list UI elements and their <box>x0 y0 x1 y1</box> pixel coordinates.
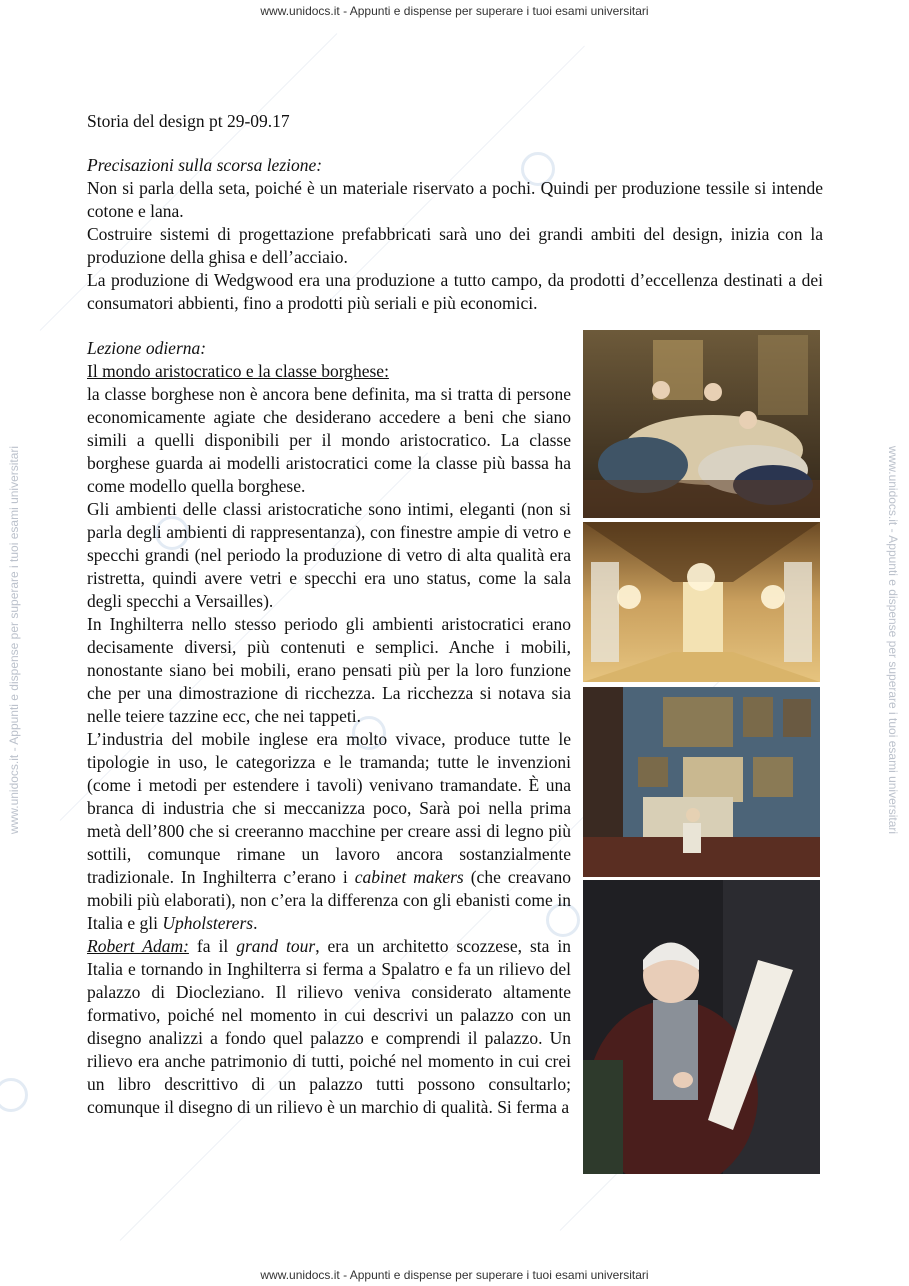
lezione-text-column <box>87 337 571 1119</box>
precisazioni-heading: Precisazioni sulla scorsa lezione: <box>87 155 323 175</box>
body-paragraph: Robert Adam: fa il grand tour, era un architetto scozzese, sta in Italia e tornando in Inghilterra si ferma a Spalatro e fa un rilievo del palazzo di Diocleziano. Il rilievo veniva considerato altamente formativo, poiché nel momento in cui descrivi un palazzo con un disegno analizzi a fondo quel palazzo e comprendi il palazzo. Un rilievo era anche patrimonio di tutti, poiché nel momento in cui crei un libro descrittivo di un palazzo tutti possono consultarlo; comunque il disegno di un rilievo è un marchio di qualità. Si ferma a <box>87 936 572 1117</box>
english-interior-painting-image <box>583 687 820 877</box>
left-side-watermark: www.unidocs.it - Appunti e dispense per superare i tuoi esami universitari <box>7 445 21 835</box>
robert-adam-portrait-image <box>583 880 820 1174</box>
lezione-heading: Lezione odierna: <box>87 338 207 358</box>
hall-of-mirrors-image <box>583 522 820 682</box>
footer-watermark: www.unidocs.it - Appunti e dispense per superare i tuoi esami universitari <box>260 1268 649 1282</box>
right-side-watermark: www.unidocs.it - Appunti e dispense per superare i tuoi esami universitari <box>886 445 900 835</box>
precisazioni-paragraph: Costruire sistemi di progettazione prefabbricati sarà uno dei grandi ambiti del design, inizia con la produzione della ghisa e dell’acciaio. <box>87 224 823 267</box>
precisazioni-paragraph: La produzione di Wedgwood era una produzione a tutto campo, da prodotti d’eccellenza destinati a dei consumatori abbienti, fino a prodotti più seriali e più economici. <box>87 270 823 313</box>
document-title: Storia del design pt 29-09.17 <box>87 111 290 131</box>
header-watermark: www.unidocs.it - Appunti e dispense per superare i tuoi esami universitari <box>260 4 649 18</box>
body-paragraph: la classe borghese non è ancora bene definita, ma si tratta di persone economicamente agiate che desiderano accedere a beni che siano simili a quelli disponibili per il mondo aristocratico. La classe borghese guarda ai modelli aristocratici come la classe più bassa ha come modello quella borghese. <box>87 384 571 496</box>
section-subheading: Il mondo aristocratico e la classe borghese: <box>87 361 389 381</box>
unidocs-logo-icon <box>0 1078 28 1112</box>
robert-adam-label: Robert Adam: <box>87 936 189 956</box>
precisazioni-paragraph: Non si parla della seta, poiché è un materiale riservato a pochi. Quindi per produzione tessile si intende cotone e lana. <box>87 178 823 221</box>
body-paragraph: L’industria del mobile inglese era molto vivace, produce tutte le tipologie in uso, le categorizza e le tramanda; tutte le invenzioni (come i metodi per estendere i tavoli) venivano tramandate. È una branca di industria che si meccanizza poco, Sarà poi nella prima metà dell’800 che si creeranno macchine per creare assi di legno più sottili, comunque rimane un lavoro ancora sostanzialmente tradizionale. In Inghilterra c’erano i cabinet makers (che creavano mobili più elaborati), non c’era la differenza con gli ebanisti come in Italia e gli Upholsterers. <box>87 729 571 933</box>
body-paragraph: Gli ambienti delle classi aristocratiche sono intimi, eleganti (non si parla degli ambienti di rappresentanza), con finestre ampie di vetro e specchi grandi (nel periodo la produzione di vetro di alta qualità era ristretta, quindi avere vetri e specchi era uno status, come la sala degli specchi a Versailles). <box>87 499 571 611</box>
body-paragraph: In Inghilterra nello stesso periodo gli ambienti aristocratici erano decisamente diversi, più contenuti e semplici. Anche i mobili, nonostante siano bei mobili, erano pensati più per la loro funzione che per una dimostrazione di ricchezza. La ricchezza si notava sia nelle teiere tazzine ecc, che nei tappeti. <box>87 614 571 726</box>
painting-aristocratic-salon-image <box>583 330 820 518</box>
